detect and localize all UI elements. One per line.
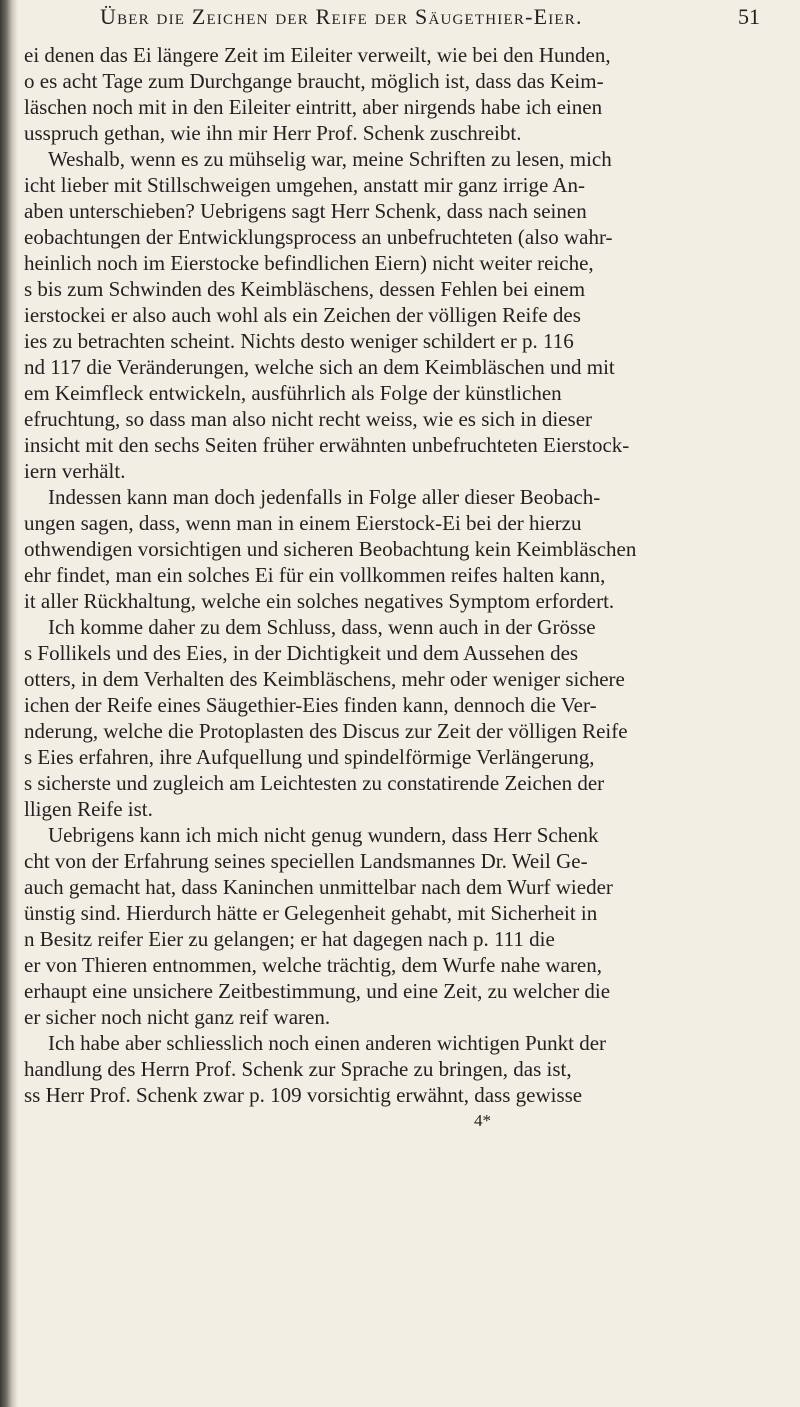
text-line: ünstig sind. Hierdurch hätte er Gelegenheit gehabt, mit Sicherheit in [24, 901, 598, 925]
text-line: efruchtung, so dass man also nicht recht weiss, wie es sich in dieser [24, 407, 593, 431]
text-line: usspruch gethan, wie ihn mir Herr Prof. Schenk zuschreibt. [24, 121, 522, 145]
text-line: em Keimfleck entwickeln, ausführlich als Folge der künstlichen [24, 381, 562, 405]
text-line: eobachtungen der Entwicklungsprocess an unbefruchteten (also wahr- [24, 225, 613, 249]
text-line: ierstockei er also auch wohl als ein Zeichen der völligen Reife des [24, 303, 581, 327]
text-line: s Follikels und des Eies, in der Dichtigkeit und dem Aussehen des [24, 641, 579, 665]
binding-gutter [0, 0, 18, 1407]
text-line: Weshalb, wenn es zu mühselig war, meine Schriften zu lesen, mich [48, 147, 612, 171]
text-line: nderung, welche die Protoplasten des Discus zur Zeit der völligen Reife [24, 719, 628, 743]
body-text [24, 42, 760, 1134]
text-line: iern verhält. [24, 459, 126, 483]
text-line: Indessen kann man doch jedenfalls in Folge aller dieser Beobach- [48, 485, 601, 509]
text-line: ungen sagen, dass, wenn man in einem Eierstock-Ei bei der hierzu [24, 511, 582, 535]
text-line: s Eies erfahren, ihre Aufquellung und spindelförmige Verlängerung, [24, 745, 595, 769]
text-line: s bis zum Schwinden des Keimbläschens, dessen Fehlen bei einem [24, 277, 586, 301]
text-line: n Besitz reifer Eier zu gelangen; er hat dagegen nach p. 111 die [24, 927, 555, 951]
text-line: erhaupt eine unsichere Zeitbestimmung, und eine Zeit, zu welcher die [24, 979, 611, 1003]
page-header [100, 4, 760, 44]
text-line: handlung des Herrn Prof. Schenk zur Sprache zu bringen, das ist, [24, 1057, 572, 1081]
text-line: nd 117 die Veränderungen, welche sich an dem Keimbläschen und mit [24, 355, 615, 379]
text-line: ss Herr Prof. Schenk zwar p. 109 vorsichtig erwähnt, dass gewisse [24, 1083, 583, 1107]
text-line: Ich komme daher zu dem Schluss, dass, wenn auch in der Grösse [48, 615, 596, 639]
text-line: er von Thieren entnommen, welche trächtig, dem Wurfe nahe waren, [24, 953, 602, 977]
text-line: Uebrigens kann ich mich nicht genug wundern, dass Herr Schenk [48, 823, 599, 847]
text-line: läschen noch mit in den Eileiter eintritt, aber nirgends habe ich einen [24, 95, 603, 119]
text-line: lligen Reife ist. [24, 797, 153, 821]
text-line: heinlich noch im Eierstocke befindlichen Eiern) nicht weiter reiche, [24, 251, 594, 275]
running-head: Über die Zeichen der Reife der Säugethier-Eier. [100, 4, 583, 29]
text-line: ei denen das Ei längere Zeit im Eileiter verweilt, wie bei den Hunden, [24, 43, 611, 67]
text-line: aben unterschieben? Uebrigens sagt Herr Schenk, dass nach seinen [24, 199, 587, 223]
text-line: cht von der Erfahrung seines speciellen Landsmannes Dr. Weil Ge- [24, 849, 588, 873]
text-line: ies zu betrachten scheint. Nichts desto weniger schildert er p. 116 [24, 329, 574, 353]
text-line: s sicherste und zugleich am Leichtesten zu constatirende Zeichen der [24, 771, 605, 795]
text-line: Ich habe aber schliesslich noch einen anderen wichtigen Punkt der [48, 1031, 607, 1055]
text-line: it aller Rückhaltung, welche ein solches negatives Symptom erfordert. [24, 589, 615, 613]
text-line: ichen der Reife eines Säugethier-Eies finden kann, dennoch die Ver- [24, 693, 597, 717]
text-line: er sicher noch nicht ganz reif waren. [24, 1005, 331, 1029]
text-line: auch gemacht hat, dass Kaninchen unmittelbar nach dem Wurf wieder [24, 875, 613, 899]
text-line: ehr findet, man ein solches Ei für ein vollkommen reifes halten kann, [24, 563, 606, 587]
text-line: otters, in dem Verhalten des Keimbläschens, mehr oder weniger sichere [24, 667, 625, 691]
text-line: icht lieber mit Stillschweigen umgehen, anstatt mir ganz irrige An- [24, 173, 586, 197]
text-line: o es acht Tage zum Durchgange braucht, möglich ist, dass das Keim- [24, 69, 604, 93]
signature-mark: 4* [474, 1111, 491, 1130]
page-number: 51 [738, 4, 760, 29]
text-line: othwendigen vorsichtigen und sicheren Beobachtung kein Keimbläschen [24, 537, 637, 561]
text-line: insicht mit den sechs Seiten früher erwähnten unbefruchteten Eierstock- [24, 433, 630, 457]
